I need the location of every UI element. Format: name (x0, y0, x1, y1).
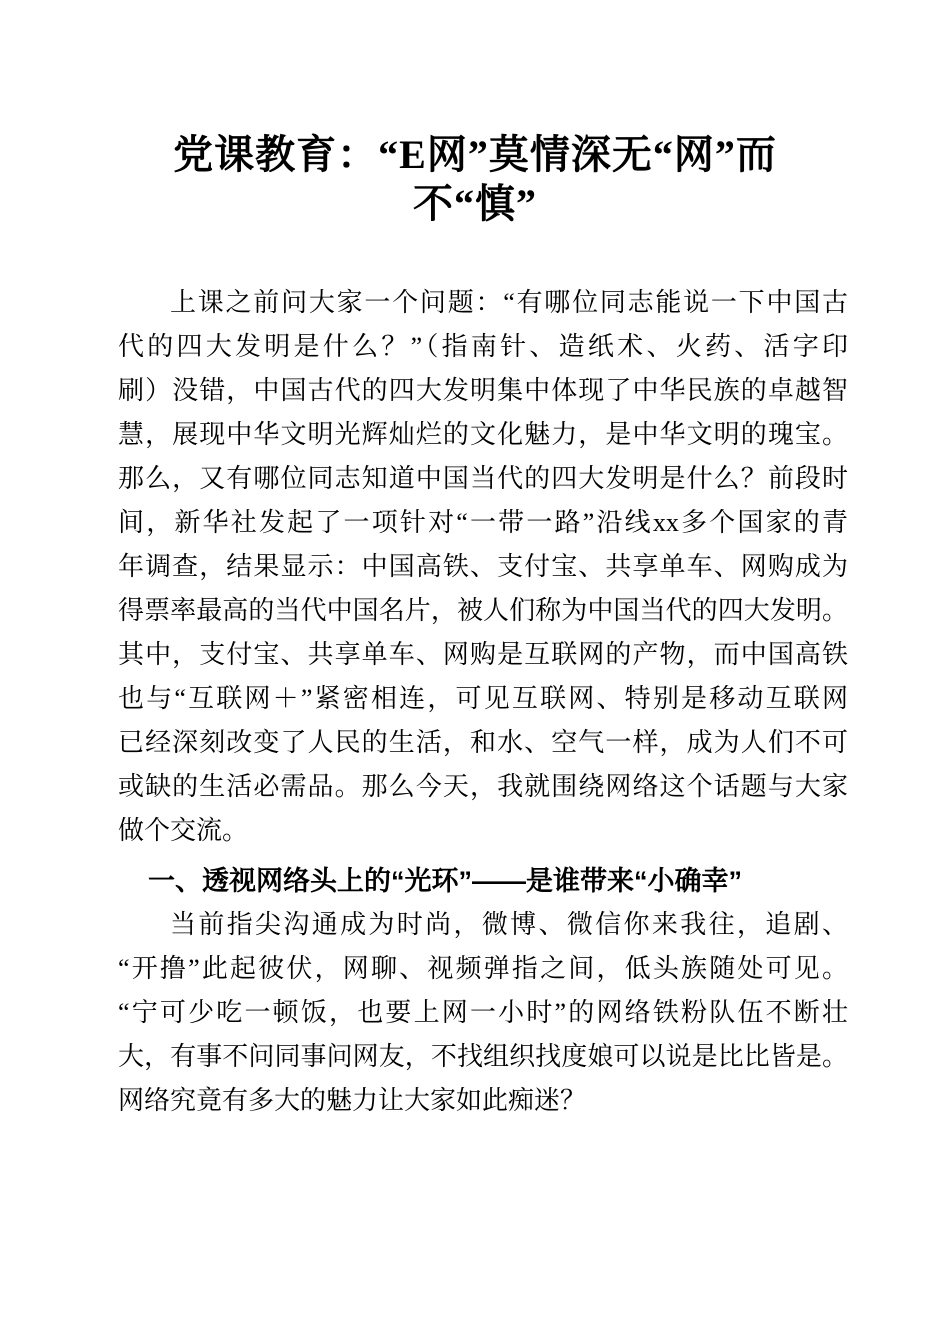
text-line: 也与“互联网＋”紧密相连，可见互联网、特别是移动互联网 (118, 684, 848, 713)
text-line: 代的四大发明是什么？”（指南针、造纸术、火药、活字印 (118, 332, 848, 361)
document-title-line-2: 不“慎” (413, 181, 537, 226)
document-title-line-1: 党课教育：“E网”莫情深无“网”而 (173, 132, 777, 177)
text-line: 得票率最高的当代中国名片，被人们称为中国当代的四大发明。 (118, 596, 848, 625)
text-line: 刷）没错，中国古代的四大发明集中体现了中华民族的卓越智 (118, 376, 848, 405)
text-line: 其中，支付宝、共享单车、网购是互联网的产物，而中国高铁 (118, 640, 848, 669)
text-line: 大，有事不问同事问网友，不找组织找度娘可以说是比比皆是。 (118, 1042, 848, 1071)
text-line: “宁可少吃一顿饭，也要上网一小时”的网络铁粉队伍不断壮 (118, 998, 848, 1027)
paragraph (118, 903, 848, 1123)
text-line: 已经深刻改变了人民的生活，和水、空气一样，成为人们不可 (118, 728, 848, 757)
text-line: 慧，展现中华文明光辉灿烂的文化魅力，是中华文明的瑰宝。 (118, 420, 848, 449)
section-heading: 一、透视网络头上的“光环”——是谁带来“小确幸” (148, 866, 742, 896)
text-line: 网络究竟有多大的魅力让大家如此痴迷？ (118, 1086, 587, 1115)
paragraph (118, 281, 848, 853)
text-line: 年调查，结果显示：中国高铁、支付宝、共享单车、网购成为 (118, 552, 848, 581)
text-line: “开撸”此起彼伏，网聊、视频弹指之间，低头族随处可见。 (118, 954, 848, 983)
text-line: 间，新华社发起了一项针对“一带一路”沿线xx多个国家的青 (118, 508, 848, 537)
text-line: 当前指尖沟通成为时尚，微博、微信你来我往，追剧、 (170, 910, 848, 939)
text-line: 做个交流。 (118, 816, 249, 845)
text-line: 那么，又有哪位同志知道中国当代的四大发明是什么？前段时 (118, 464, 848, 493)
document-body (118, 281, 848, 1123)
text-line: 或缺的生活必需品。那么今天，我就围绕网络这个话题与大家 (118, 772, 848, 801)
text-line: 上课之前问大家一个问题：“有哪位同志能说一下中国古 (170, 288, 848, 317)
document-title (0, 130, 950, 228)
